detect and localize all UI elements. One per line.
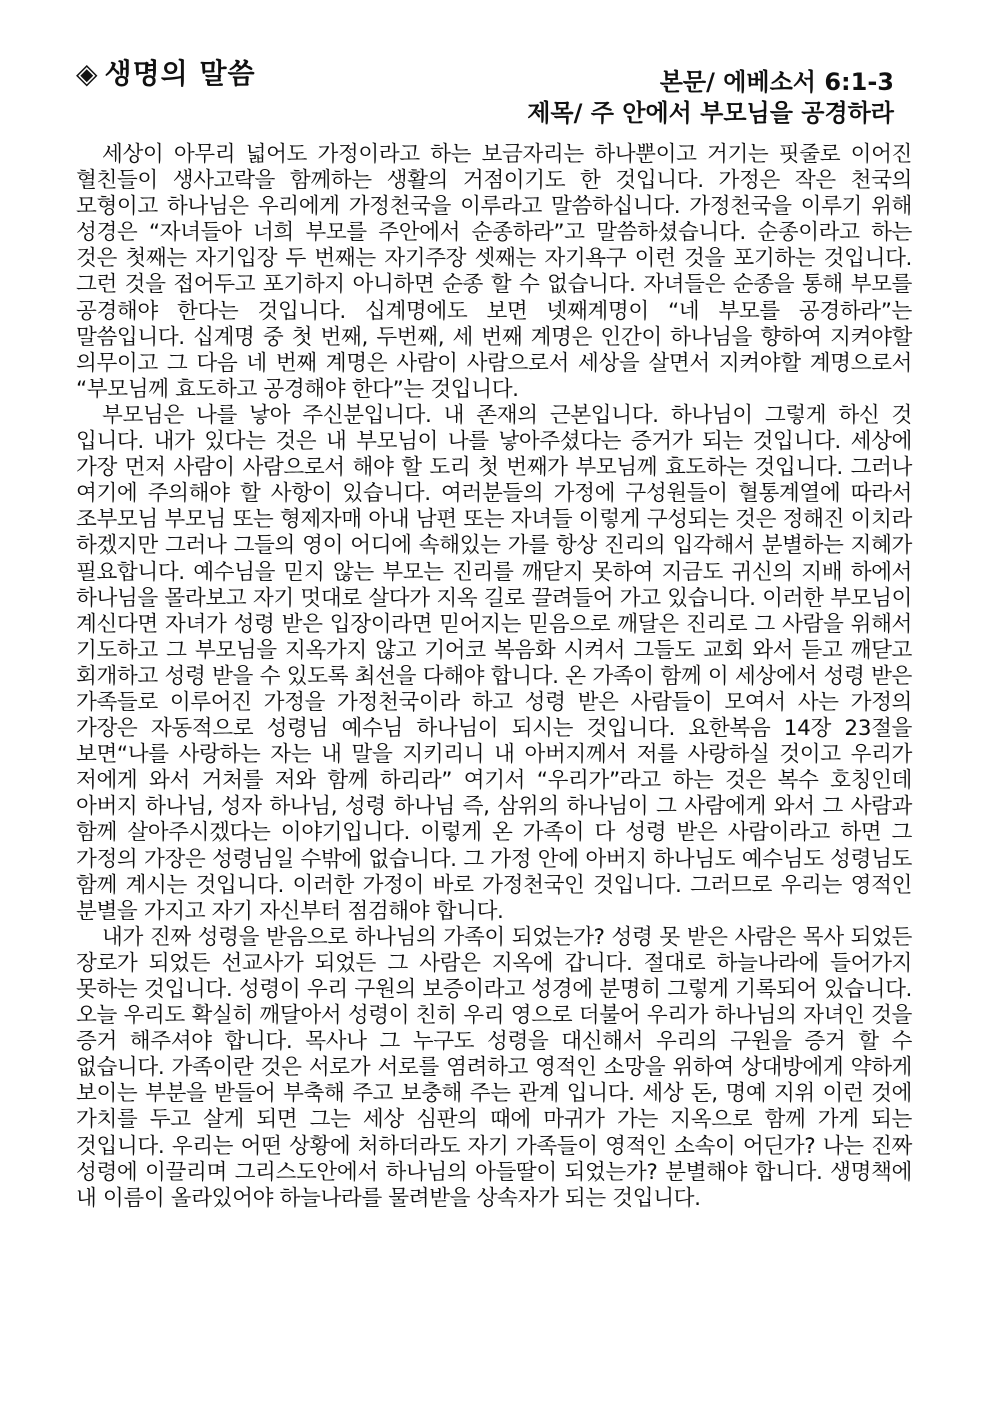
section-title: [76, 52, 256, 92]
paragraph-2: 부모님은 나를 낳아 주신분입니다. 내 존재의 근본입니다. 하나님이 그렇게 하신 것 입니다. 내가 있다는 것은 내 부모님이 나를 낳아주셨다는 증거가 되는 것입니다. 세상에 가장 먼저 사람이 사람으로서 해야 할 도리 첫 번째가 부모님께 효도하는 것입니다. 그러나 여기에 주의해야 할 사항이 있습니다. 여러분들의 가정에 구성원들이 혈통계열에 따라서 조부모님 부모님 또는 형제자매 아내 남편 또는 자녀들 이렇게 구성되는 것은 정해진 이치라 하겠지만 그러나 그들의 영이 어디에 속해있는 가를 항상 진리의 입각해서 분별하는 지혜가 필요합니다. 예수님을 믿지 않는 부모는 진리를 깨닫지 못하여 지금도 귀신의 지배 하에서 하나님을 몰라보고 자기 멋대로 살다가 지옥 길로 끌려들어 가고 있습니다. 이러한 부모님이 계신다면 자녀가 성령 받은 입장이라면 믿어지는 믿음으로 깨달은 진리로 그 사람을 위해서 기도하고 그 부모님을 지옥가지 않고 기어코 복음화 시켜서 그들도 교회 와서 듣고 깨닫고 회개하고 성령 받을 수 있도록 최선을 다해야 합니다. 온 가족이 함께 이 세상에서 성령 받은 가족들로 이루어진 가정을 가정천국이라 하고 성령 받은 사람들이 모여서 사는 가정의 가장은 자동적으로 성령님 예수님 하나님이 되시는 것입니다. 요한복음 14장 23절을 보면“나를 사랑하는 자는 내 말을 지키리니 내 아버지께서 저를 사랑하실 것이고 우리가 저에게 와서 거처를 저와 함께 하리라” 여기서 “우리가”라고 하는 것은 복수 호칭인데 아버지 하나님, 성자 하나님, 성령 하나님 즉, 삼위의 하나님이 그 사람에게 와서 그 사람과 함께 살아주시겠다는 이야기입니다. 이렇게 온 가족이 다 성령 받은 사람이라고 하면 그 가정의 가장은 성령님일 수밖에 없습니다. 그 가정 안에 아버지 하나님도 예수님도 성령님도 함께 계시는 것입니다. 이러한 가정이 바로 가정천국인 것입니다. 그러므로 우리는 영적인 분별을 가지고 자기 자신부터 점검해야 합니다.: [76, 402, 912, 924]
sermon-body: [76, 142, 912, 1212]
scripture-ref-text: 에베소서 6:1-3: [723, 68, 894, 96]
header: [76, 30, 912, 127]
scripture-label: 본문/: [659, 68, 715, 96]
subject-text: 주 안에서 부모님을 공경하라: [590, 99, 894, 127]
section-title-text: 생명의 말씀: [104, 57, 256, 90]
paragraph-1: 세상이 아무리 넓어도 가정이라고 하는 보금자리는 하나뿐이고 거기는 핏줄로 이어진 혈친들이 생사고락을 함께하는 생활의 거점이기도 한 것입니다. 가정은 작은 천국의 모형이고 하나님은 우리에게 가정천국을 이루라고 말씀하십니다. 가정천국을 이루기 위해 성경은 “자녀들아 너희 부모를 주안에서 순종하라”고 말씀하셨습니다. 순종이라고 하는 것은 첫째는 자기입장 두 번째는 자기주장 셋째는 자기욕구 이런 것을 포기하는 것입니다. 그런 것을 접어두고 포기하지 아니하면 순종 할 수 없습니다. 자녀들은 순종을 통해 부모를 공경해야 한다는 것입니다. 십계명에도 보면 넷째계명이 “네 부모를 공경하라”는 말씀입니다. 십계명 중 첫 번째, 두번째, 세 번째 계명은 인간이 하나님을 향하여 지켜야할 의무이고 그 다음 네 번째 계명은 사람이 사람으로서 세상을 살면서 지켜야할 계명으로서 “부모님께 효도하고 공경해야 한다”는 것입니다.: [76, 142, 912, 402]
diamond-bullet-icon: ◈: [76, 57, 99, 90]
document-page: [76, 30, 912, 1390]
subject-label: 제목/: [527, 99, 583, 127]
scripture-reference: [660, 62, 894, 97]
sermon-subject: [527, 93, 894, 128]
paragraph-3: 내가 진짜 성령을 받음으로 하나님의 가족이 되었는가? 성령 못 받은 사람은 목사 되었든 장로가 되었든 선교사가 되었든 그 사람은 지옥에 갑니다. 절대로 하늘나라에 들어가지 못하는 것입니다. 성령이 우리 구원의 보증이라고 성경에 분명히 그렇게 기록되어 있습니다. 오늘 우리도 확실히 깨달아서 성령이 친히 우리 영으로 더불어 우리가 하나님의 자녀인 것을 증거 해주셔야 합니다. 목사나 그 누구도 성령을 대신해서 우리의 구원을 증거 할 수 없습니다. 가족이란 것은 서로가 서로를 염려하고 영적인 소망을 위하여 상대방에게 약하게 보이는 부분을 받들어 부축해 주고 보충해 주는 관계 입니다. 세상 돈, 명예 지위 이런 것에 가치를 두고 살게 되면 그는 세상 심판의 때에 마귀가 가는 지옥으로 함께 가게 되는 것입니다. 우리는 어떤 상황에 처하더라도 자기 가족들이 영적인 소속이 어딘가? 나는 진짜 성령에 이끌리며 그리스도안에서 하나님의 아들딸이 되었는가? 분별해야 합니다. 생명책에 내 이름이 올라있어야 하늘나라를 물려받을 상속자가 되는 것입니다.: [76, 924, 912, 1211]
